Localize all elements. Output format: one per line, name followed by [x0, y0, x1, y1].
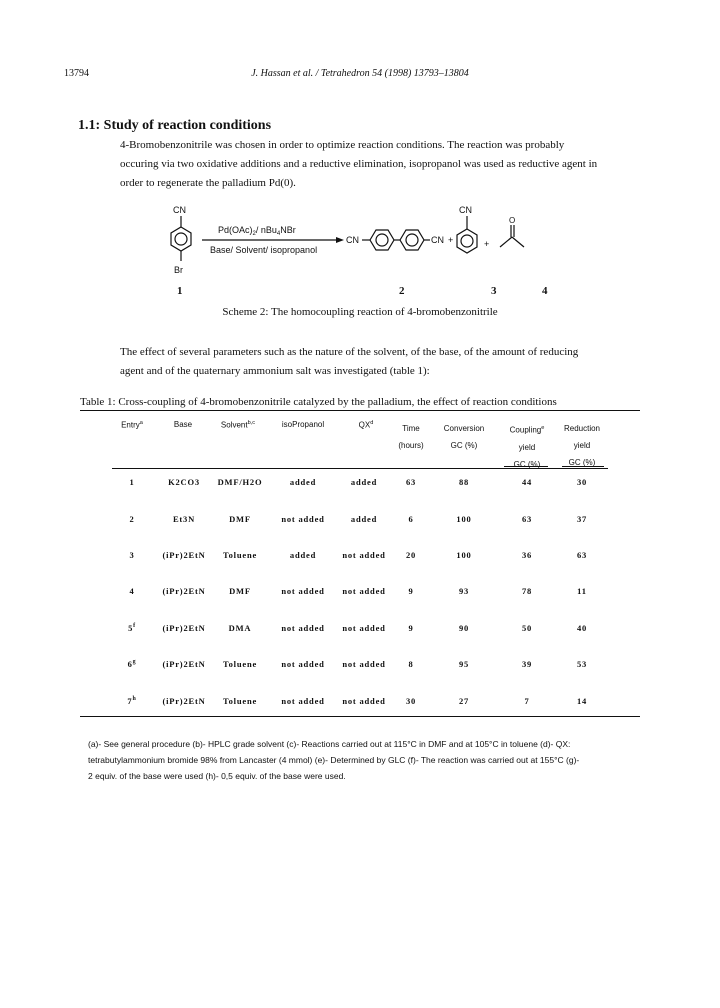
table-cell-time: 9	[408, 586, 414, 596]
header-qx: $QX^d$	[358, 420, 374, 430]
cn-label: CN	[346, 235, 359, 245]
table-cell-reduction: 63	[576, 550, 588, 560]
table-cell-time: 30	[405, 696, 417, 706]
header-solvent: Solvent$^{b,c}$	[220, 420, 256, 430]
cn-label: CN	[431, 235, 444, 245]
table-cell-isopropanol: not added	[281, 586, 325, 596]
table-footnote	[88, 736, 640, 784]
table-cell-isopropanol: not added	[281, 696, 325, 706]
table-cell-entry: 5$^f$	[128, 623, 136, 633]
table-cell-conversion: 95	[458, 659, 470, 669]
table-cell-reduction: 11	[577, 586, 587, 596]
table-cell-entry: 4	[129, 586, 135, 596]
table-cell-conversion: 100	[456, 550, 472, 560]
footnote-line: 2 equiv. of the base were used (h)- 0,5 equiv. of the base were used.	[88, 771, 346, 781]
reduction-subrule	[562, 466, 604, 467]
table-cell-coupling: 50	[521, 623, 533, 633]
table-top-rule	[80, 410, 640, 411]
table-cell-qx: added	[350, 514, 378, 524]
compound-number-3: 3	[491, 285, 497, 297]
compound-2-structure	[362, 230, 430, 250]
table-cell-isopropanol: not added	[281, 623, 325, 633]
header-reduction: Reduction yield GC (%)	[563, 424, 601, 467]
parameters-paragraph	[78, 343, 642, 381]
table-cell-isopropanol: not added	[281, 659, 325, 669]
footnote-line: tetrabutylammonium bromide 98% from Lancaster (4 mmol) (e)- Determined by GLC (f)- The reaction was carried out at 155°C (g)-	[88, 755, 580, 765]
table-cell-coupling: 44	[521, 477, 533, 487]
table-cell-conversion: 27	[458, 696, 470, 706]
table-cell-reduction: 30	[576, 477, 588, 487]
table-cell-qx: not added	[342, 659, 386, 669]
coupling-subrule	[504, 466, 548, 467]
table-cell-qx: not added	[342, 623, 386, 633]
table-cell-reduction: 37	[576, 514, 588, 524]
table-cell-time: 8	[408, 659, 414, 669]
plus-sign: +	[484, 239, 490, 249]
table-cell-coupling: 78	[521, 586, 533, 596]
table-header-rule	[112, 468, 608, 469]
paragraph-line: occuring via two oxidative additions and a reductive elimination, isopropanol was used as reductive agent in	[120, 158, 598, 170]
compound-number-4: 4	[542, 285, 548, 297]
intro-paragraph	[78, 136, 642, 193]
cn-label: CN	[173, 205, 186, 215]
table-cell-time: 20	[405, 550, 417, 560]
table-cell-entry: 6$^g$	[127, 659, 137, 669]
table-cell-coupling: 7	[524, 696, 530, 706]
table-cell-conversion: 93	[458, 586, 470, 596]
cn-label: CN	[459, 205, 472, 215]
table-cell-base: (iPr)2EtN	[162, 550, 206, 560]
table-cell-conversion: 90	[458, 623, 470, 633]
page-number: 13794	[64, 68, 89, 79]
table-caption: Table 1: Cross-coupling of 4-bromobenzonitrile catalyzed by the palladium, the effect of reaction conditions	[80, 396, 557, 408]
table-cell-solvent: DMF/H2O	[217, 477, 263, 487]
table-cell-qx: added	[350, 477, 378, 487]
header-base: Base	[173, 420, 193, 429]
table-cell-solvent: Toluene	[222, 659, 258, 669]
table-cell-entry: 3	[129, 550, 135, 560]
table-cell-reduction: 40	[576, 623, 588, 633]
table-cell-base: Et3N	[172, 514, 196, 524]
table-cell-qx: not added	[342, 586, 386, 596]
reaction-scheme	[140, 203, 580, 283]
compound-number-1: 1	[177, 285, 183, 297]
reaction-arrow	[202, 237, 344, 243]
compound-4-structure	[500, 225, 524, 247]
table-cell-base: (iPr)2EtN	[162, 623, 206, 633]
table-cell-reduction: 14	[576, 696, 588, 706]
header-coupling: Coupling$^e$ yield GC (%)	[509, 425, 545, 469]
header-conversion: Conversion GC (%)	[443, 424, 485, 450]
table-cell-solvent: DMA	[228, 623, 252, 633]
footnote-line: (a)- See general procedure (b)- HPLC grade solvent (c)- Reactions carried out at 115°C in DMF and at 105°C in toluene (d)- QX:	[88, 739, 571, 749]
section-title: 1.1: Study of reaction conditions	[78, 118, 272, 133]
oxygen-label: O	[509, 216, 516, 225]
table-cell-isopropanol: not added	[281, 514, 325, 524]
table-cell-time: 6	[408, 514, 414, 524]
table-cell-solvent: DMF	[229, 586, 251, 596]
scheme-caption: Scheme 2: The homocoupling reaction of 4-bromobenzonitrile	[222, 306, 498, 318]
compound-number-2: 2	[399, 285, 405, 297]
table-cell-coupling: 39	[521, 659, 533, 669]
br-label: Br	[174, 265, 183, 275]
paragraph-line: order to regenerate the palladium Pd(0).	[120, 177, 296, 189]
table-cell-entry: 7$^h$	[127, 696, 137, 706]
paragraph-line: 4-Bromobenzonitrile was chosen in order to optimize reaction conditions. The reaction was probably	[120, 139, 565, 151]
table-cell-time: 63	[405, 477, 417, 487]
compound-1-structure	[171, 216, 191, 261]
table-bottom-rule	[80, 716, 640, 717]
table-cell-qx: not added	[342, 696, 386, 706]
table-cell-isopropanol: added	[289, 477, 317, 487]
table-cell-entry: 1	[129, 477, 135, 487]
paragraph-line: The effect of several parameters such as the nature of the solvent, of the base, of the amount of reducing	[120, 346, 579, 358]
compound-3-structure	[457, 216, 477, 253]
table-cell-solvent: DMF	[229, 514, 251, 524]
table-cell-isopropanol: added	[289, 550, 317, 560]
table-cell-coupling: 63	[521, 514, 533, 524]
plus-sign: +	[448, 235, 454, 245]
table-cell-reduction: 53	[576, 659, 588, 669]
table-cell-solvent: Toluene	[222, 550, 258, 560]
table-cell-entry: 2	[129, 514, 135, 524]
table-cell-base: (iPr)2EtN	[162, 659, 206, 669]
table-cell-base: (iPr)2EtN	[162, 696, 206, 706]
table-cell-conversion: 88	[458, 477, 470, 487]
running-head: J. Hassan et al. / Tetrahedron 54 (1998) 13793–13804	[251, 68, 469, 79]
header-isopropanol: isoPropanol	[281, 420, 325, 429]
reagents-top: $Pd(OAc)_2/$ nBu$_4$NBr	[218, 225, 296, 237]
header-entry: Entry$^a$	[121, 420, 143, 430]
header-time: Time (hours)	[398, 424, 424, 450]
table-cell-conversion: 100	[456, 514, 472, 524]
table-cell-solvent: Toluene	[222, 696, 258, 706]
reagents-bottom: Base/ Solvent/ isopropanol	[210, 245, 318, 255]
table-cell-qx: not added	[342, 550, 386, 560]
table-cell-time: 9	[408, 623, 414, 633]
table-cell-coupling: 36	[521, 550, 533, 560]
table-cell-base: K2CO3	[168, 477, 200, 487]
paragraph-line: agent and of the quaternary ammonium salt was investigated (table 1):	[120, 365, 430, 377]
table-cell-base: (iPr)2EtN	[162, 586, 206, 596]
